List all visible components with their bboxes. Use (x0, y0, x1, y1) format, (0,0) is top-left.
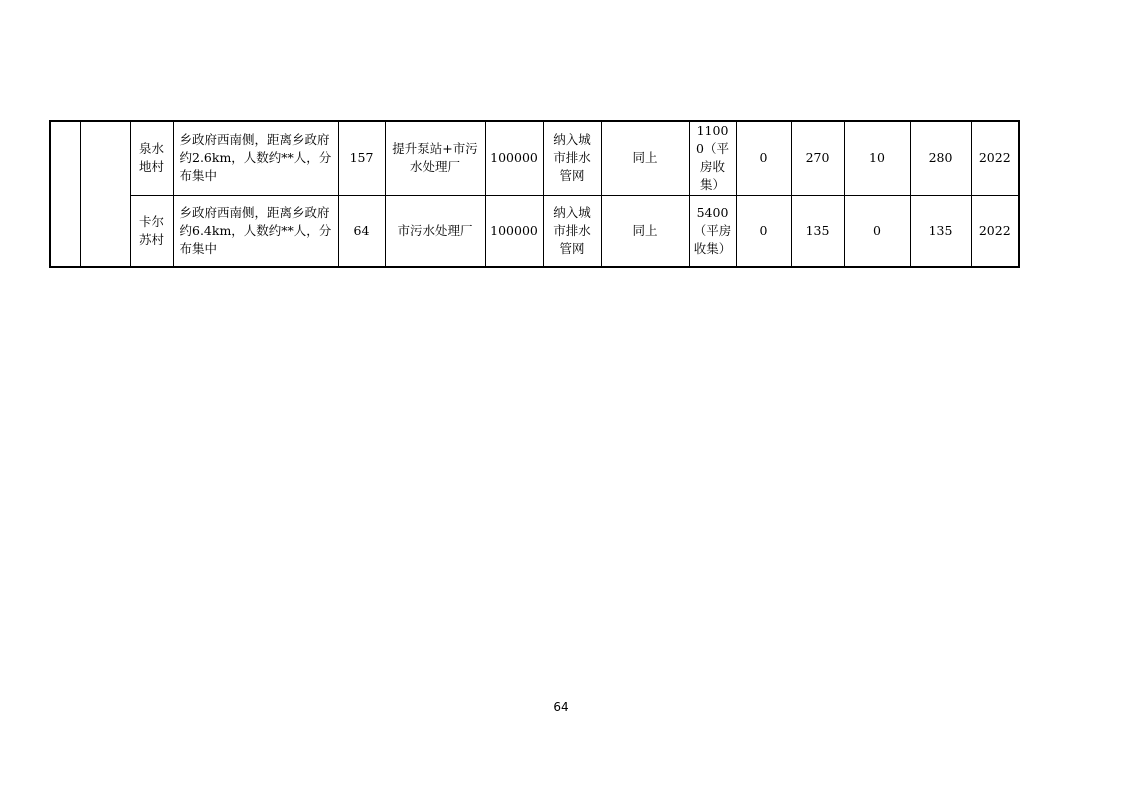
value-cell-1: 0 (736, 195, 791, 267)
discharge-cell: 纳入城市排水管网 (543, 195, 601, 267)
mode-cell: 同上 (601, 121, 689, 195)
value-cell-2: 270 (791, 121, 844, 195)
location-cell: 乡政府西南侧，距离乡政府约2.6km，人数约**人，分布集中 (173, 121, 338, 195)
value-cell-1: 0 (736, 121, 791, 195)
merged-cell-2 (80, 121, 130, 267)
year-cell: 2022 (971, 195, 1019, 267)
treatment-cell: 提升泵站+市污水处理厂 (385, 121, 485, 195)
merged-cell-1 (50, 121, 80, 267)
value-cell-3: 10 (844, 121, 910, 195)
table-row (50, 195, 1019, 267)
discharge-cell: 纳入城市排水管网 (543, 121, 601, 195)
treatment-cell: 市污水处理厂 (385, 195, 485, 267)
value-cell-2: 135 (791, 195, 844, 267)
households-cell: 64 (338, 195, 385, 267)
village-cell: 卡尔苏村 (130, 195, 173, 267)
sewage-plan-table (49, 120, 1020, 268)
mode-cell: 同上 (601, 195, 689, 267)
value-cell-4: 280 (910, 121, 971, 195)
value-cell-4: 135 (910, 195, 971, 267)
location-cell: 乡政府西南侧，距离乡政府约6.4km，人数约**人，分布集中 (173, 195, 338, 267)
table-row (50, 121, 1019, 195)
building-cell: 11000（平房收集） (689, 121, 736, 195)
village-cell: 泉水地村 (130, 121, 173, 195)
year-cell: 2022 (971, 121, 1019, 195)
households-cell: 157 (338, 121, 385, 195)
value-cell-3: 0 (844, 195, 910, 267)
building-cell: 5400（平房收集） (689, 195, 736, 267)
capacity-cell: 100000 (485, 195, 543, 267)
capacity-cell: 100000 (485, 121, 543, 195)
page-number: 64 (553, 700, 569, 714)
